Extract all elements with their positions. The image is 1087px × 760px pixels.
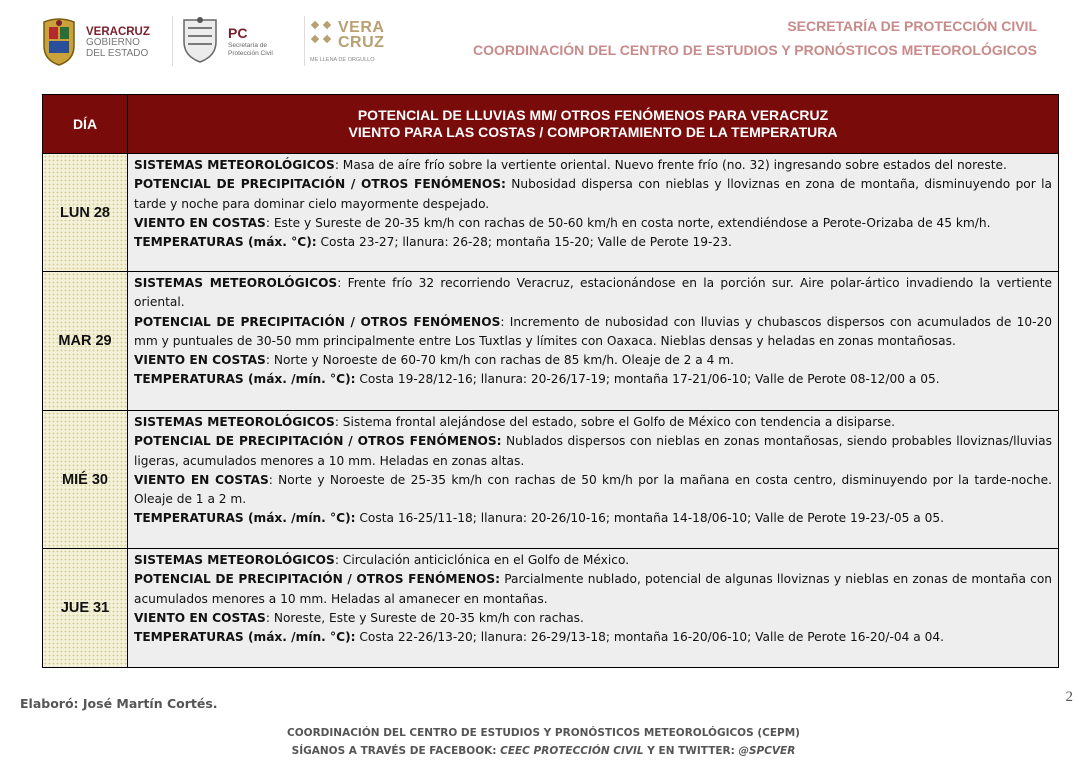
logo2-subtitle: Secretaría de Protección Civil	[228, 42, 273, 58]
viento-line: VIENTO EN COSTAS: Este y Sureste de 20-35 km/h con rachas de 50-60 km/h en costa norte, extendiéndose a Perote-Orizaba de 45 km/h.	[134, 215, 991, 230]
twitter-handle: @SPCVER	[738, 745, 796, 757]
temperaturas-line: TEMPERATURAS (máx. /mín. °C): Costa 16-25/11-18; llanura: 20-26/10-16; montaña 14-18/06-10; Valle de Perote 19-23/-05 a 05.	[134, 511, 944, 526]
page-footer	[0, 724, 1087, 760]
logo3-title: VERA CRUZ	[338, 19, 385, 52]
logo3-tagline: ME LLENA DE ORGULLO	[310, 57, 375, 63]
pc-emblem-icon	[178, 16, 222, 64]
table-header-row	[43, 95, 1059, 154]
forecast-cell	[128, 411, 1059, 549]
sistemas-line: SISTEMAS METEOROLÓGICOS: Sistema frontal alejándose del estado, sobre el Golfo de México con tendencia a disiparse.	[134, 415, 896, 429]
precipitacion-line: POTENCIAL DE PRECIPITACIÓN / OTROS FENÓMENOS: Nubosidad dispersa con nieblas y lloviznas en zona de montaña, disminuyendo por la tarde y noche para dominar cielo mayormente despejado.	[134, 177, 1052, 211]
day-cell: MIÉ 30	[43, 411, 128, 549]
footer-line2: SÍGANOS A TRAVÉS DE FACEBOOK: CEEC PROTECCIÓN CIVIL Y EN TWITTER: @SPCVER	[291, 745, 796, 757]
forecast-table-wrapper	[42, 94, 1059, 668]
viento-line: VIENTO EN COSTAS: Noreste, Este y Sureste de 20-35 km/h con rachas.	[134, 610, 584, 625]
forecast-column-header	[128, 95, 1059, 154]
day-column-header: DÍA	[43, 95, 128, 154]
header-title-line2: VIENTO PARA LAS COSTAS / COMPORTAMIENTO DE LA TEMPERATURA	[348, 124, 838, 140]
veracruz-orgullo-logo	[310, 16, 390, 68]
precipitacion-line: POTENCIAL DE PRECIPITACIÓN / OTROS FENÓMENOS: Parcialmente nublado, potencial de algunas lloviznas y nieblas en zonas de montaña con acumulados menores a 10 mm. Heladas al amanecer en montañas.	[134, 572, 1052, 606]
footer-line1: COORDINACIÓN DEL CENTRO DE ESTUDIOS Y PRONÓSTICOS METEOROLÓGICOS (CEPM)	[287, 727, 800, 739]
author-credit: Elaboró: José Martín Cortés.	[20, 696, 218, 711]
proteccion-civil-logo	[178, 16, 303, 68]
logo-divider	[304, 16, 305, 66]
facebook-handle: CEEC PROTECCIÓN CIVIL	[500, 745, 644, 757]
table-row	[43, 272, 1059, 411]
day-cell: JUE 31	[43, 549, 128, 668]
table-row	[43, 154, 1059, 272]
page-number: 2	[1065, 689, 1073, 705]
precipitacion-line: POTENCIAL DE PRECIPITACIÓN / OTROS FENÓMENOS: Nublados dispersos con nieblas en zonas montañosas, siendo probables lloviznas/lluvias ligeras, acumulados menores a 10 mm. Heladas en zonas altas.	[134, 434, 1052, 468]
logo1-subtitle: GOBIERNO DEL ESTADO	[86, 37, 149, 59]
forecast-cell	[128, 549, 1059, 668]
viento-line: VIENTO EN COSTAS: Norte y Noroeste de 60-70 km/h con rachas de 85 km/h. Oleaje de 2 a 4 m.	[134, 353, 734, 368]
logo2-title: PC	[228, 25, 248, 41]
pattern-mark-icon	[310, 16, 336, 56]
forecast-cell	[128, 272, 1059, 411]
viento-line: VIENTO EN COSTAS: Norte y Noroeste de 25-35 km/h con rachas de 50 km/h por la mañana en costa centro, disminuyendo por la tarde-noche. Oleaje de 1 a 2 m.	[134, 472, 1053, 507]
logo-divider	[172, 16, 173, 66]
forecast-cell	[128, 154, 1059, 272]
day-cell: MAR 29	[43, 272, 128, 411]
logo-strip	[30, 10, 390, 70]
table-row	[43, 549, 1059, 668]
logo1-title: VERACRUZ	[86, 26, 150, 38]
sistemas-line: SISTEMAS METEOROLÓGICOS: Frente frío 32 recorriendo Veracruz, estacionándose en la porción sur. Aire polar-ártico invadiendo la vertiente oriental.	[134, 276, 1052, 310]
temperaturas-line: TEMPERATURAS (máx. /mín. °C): Costa 19-28/12-16; llanura: 20-26/17-19; montaña 17-21/06-10; Valle de Perote 08-12/00 a 05.	[134, 372, 940, 387]
temperaturas-line: TEMPERATURAS (máx. /mín. °C): Costa 22-26/13-20; llanura: 26-29/13-18; montaña 16-20/06-10; Valle de Perote 16-20/-04 a 04.	[134, 630, 944, 645]
veracruz-government-logo	[40, 16, 175, 68]
coat-of-arms-icon	[40, 16, 78, 66]
header-title-line1: POTENCIAL DE LLUVIAS MM/ OTROS FENÓMENOS PARA VERACRUZ	[357, 106, 829, 123]
forecast-table	[42, 94, 1059, 668]
precipitacion-line: POTENCIAL DE PRECIPITACIÓN / OTROS FENÓMENOS: Incremento de nubosidad con lluvias y chubascos dispersos con acumulados de 10-20 mm y puntuales de 30-50 mm principalmente entre Los Tuxtlas y límites con Oaxaca. Nieblas densas y heladas en zonas montañosas.	[134, 314, 1052, 348]
table-row	[43, 411, 1059, 549]
header-titles	[473, 18, 1037, 58]
coordinacion-title: COORDINACIÓN DEL CENTRO DE ESTUDIOS Y PRONÓSTICOS METEOROLÓGICOS	[473, 42, 1037, 58]
temperaturas-line: TEMPERATURAS (máx. °C): Costa 23-27; llanura: 26-28; montaña 15-20; Valle de Perote 19-23.	[134, 235, 732, 250]
day-cell: LUN 28	[43, 154, 128, 272]
secretaria-title: SECRETARÍA DE PROTECCIÓN CIVIL	[787, 18, 1037, 34]
sistemas-line: SISTEMAS METEOROLÓGICOS: Masa de aíre frío sobre la vertiente oriental. Nuevo frente frío (no. 32) ingresando sobre estados del noreste.	[134, 158, 1007, 172]
sistemas-line: SISTEMAS METEOROLÓGICOS: Circulación anticiclónica en el Golfo de México.	[134, 553, 630, 567]
